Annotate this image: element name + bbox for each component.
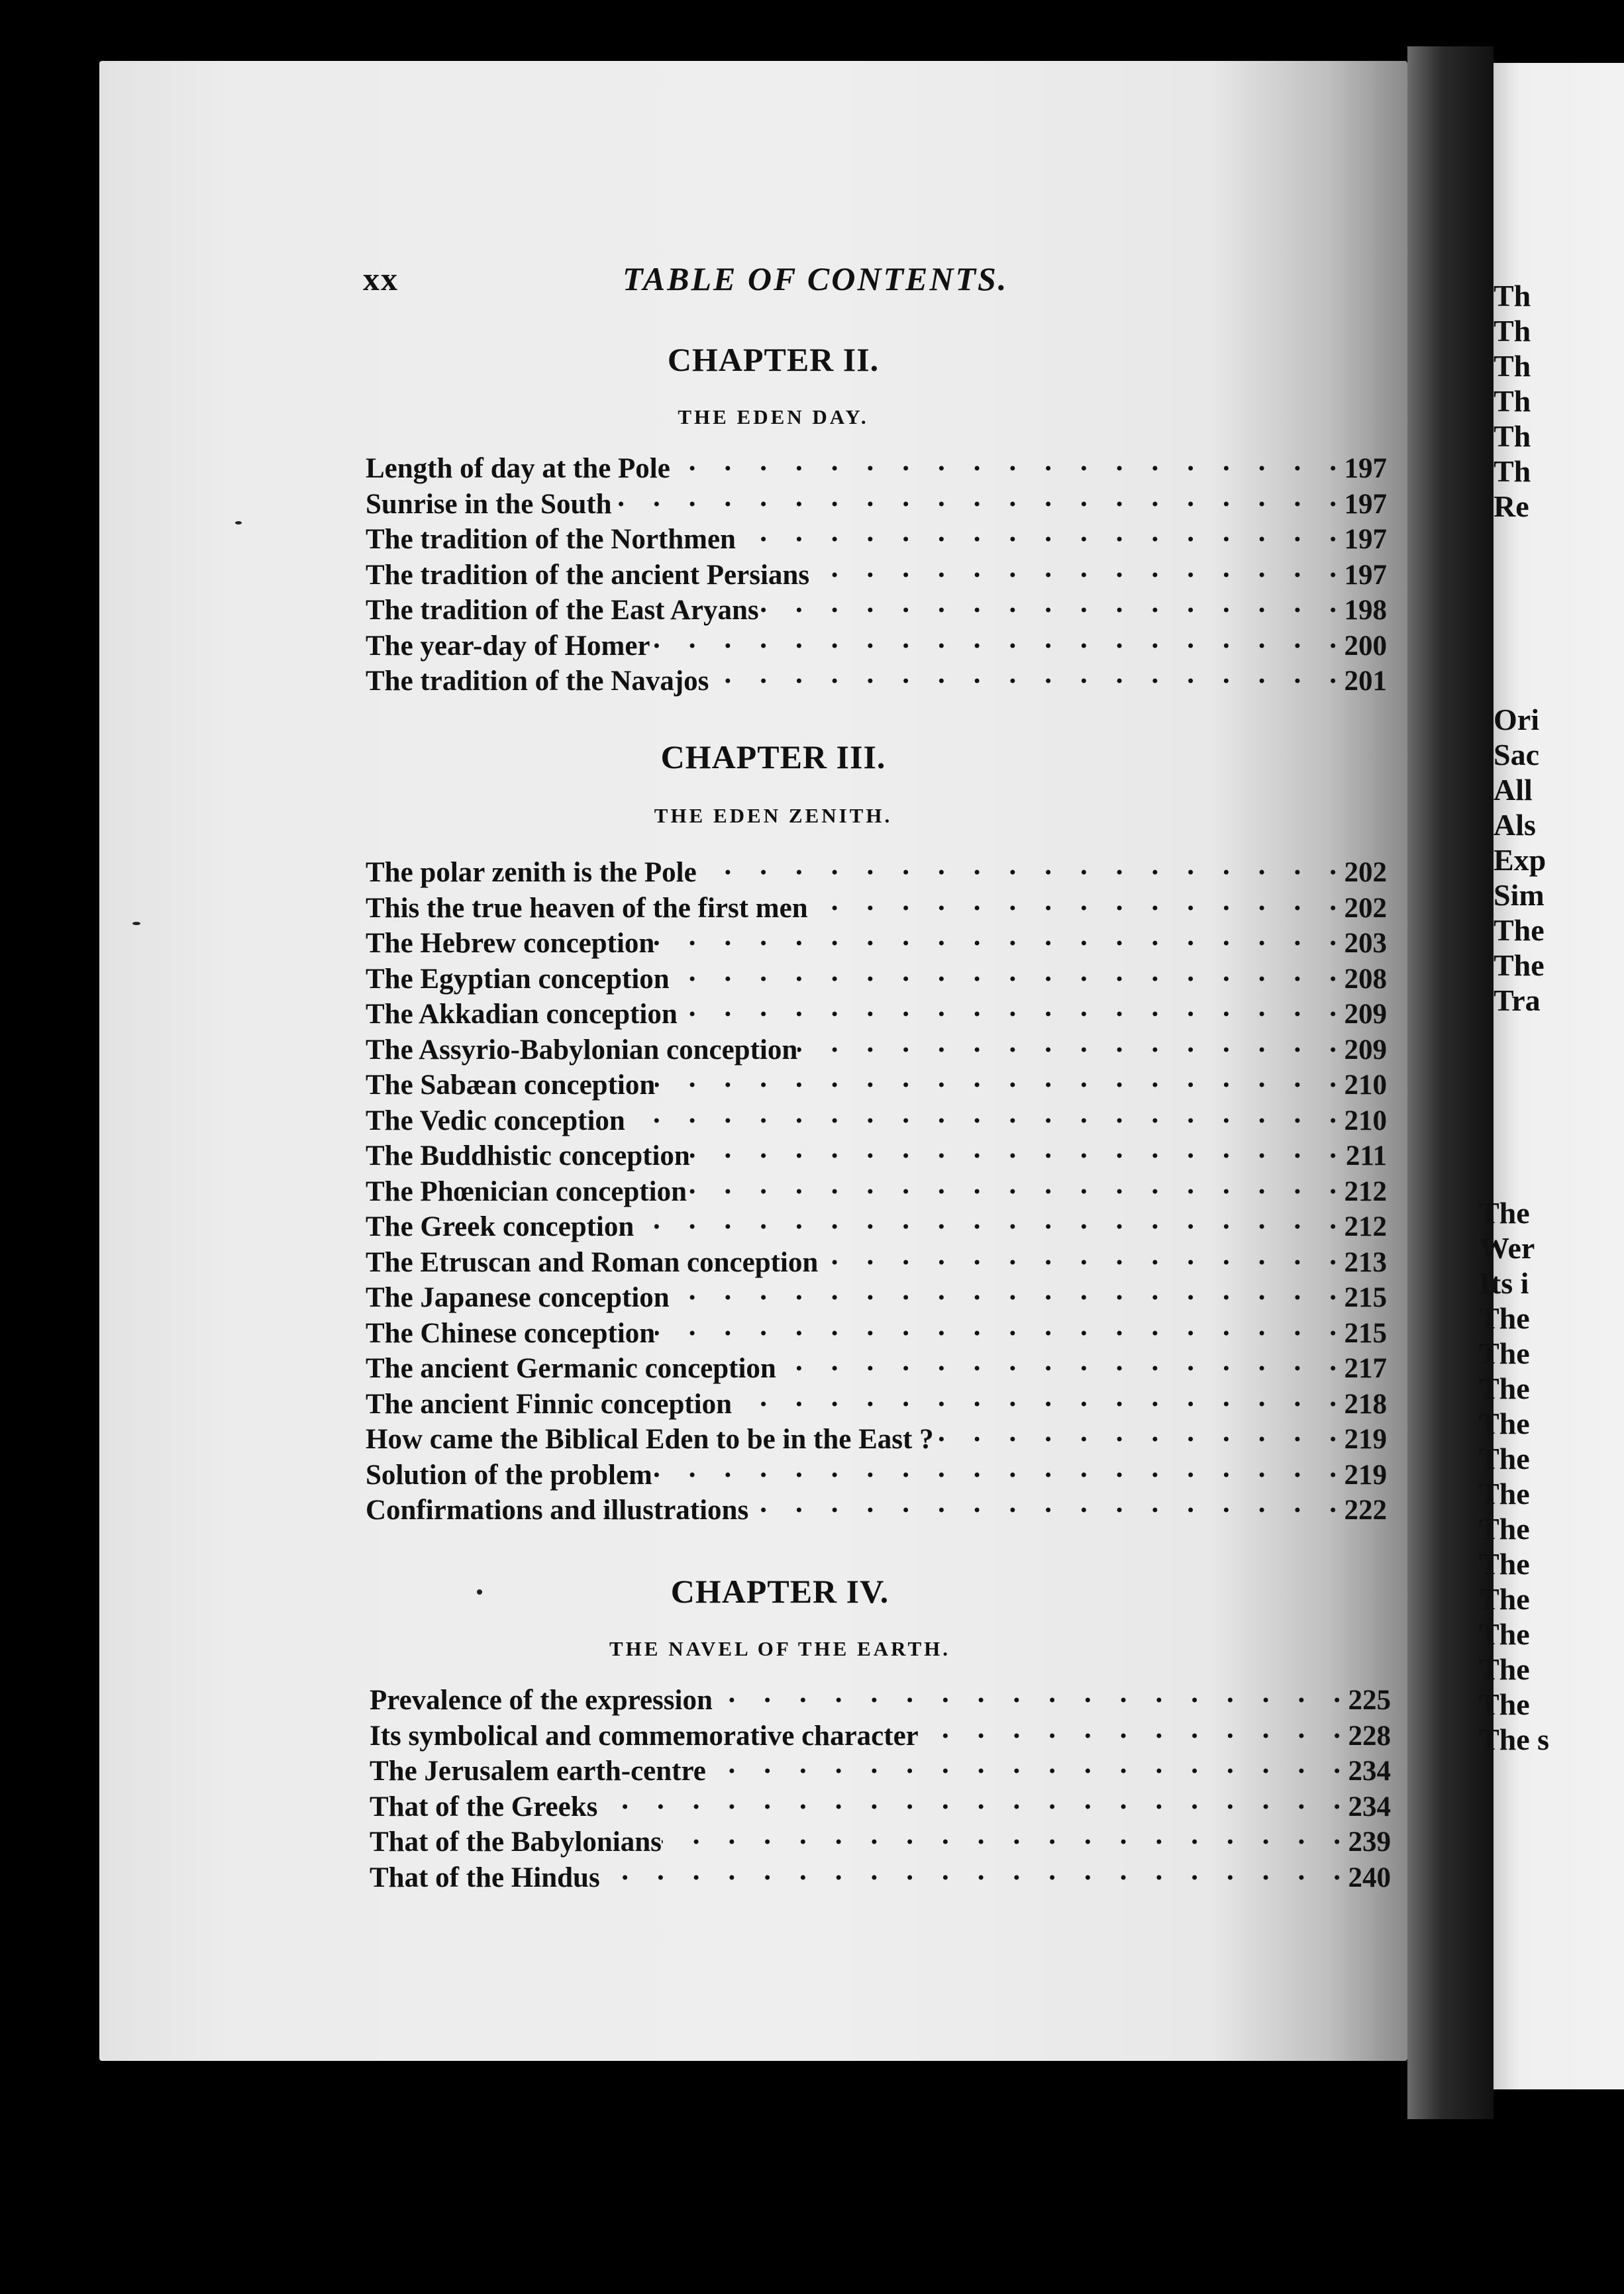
dot-leader	[797, 1026, 1341, 1059]
toc-entry[interactable]	[370, 1748, 1391, 1787]
facing-fragment: Tra	[1494, 983, 1541, 1017]
toc-entry-page: 240	[1348, 1862, 1391, 1893]
toc-entry-label: The Greek conception	[366, 1211, 634, 1242]
toc-entry-page: 225	[1348, 1685, 1391, 1716]
chapter-2-subtitle: THE EDEN DAY.	[678, 405, 869, 428]
toc-entry-page: 234	[1348, 1791, 1391, 1822]
toc-entry-label: The tradition of the Northmen	[366, 524, 736, 555]
book-gutter-shadow	[1407, 46, 1494, 2119]
toc-entry-page: 209	[1344, 1034, 1387, 1066]
toc-entry-label: Solution of the problem	[366, 1459, 652, 1491]
toc-entry[interactable]	[366, 658, 1387, 697]
toc-entry[interactable]	[366, 1132, 1387, 1172]
toc-entry[interactable]	[366, 552, 1387, 591]
dot-leader	[934, 1416, 1341, 1448]
toc-entry[interactable]	[366, 1345, 1387, 1384]
dot-leader	[612, 481, 1341, 513]
print-speck	[132, 922, 140, 925]
toc-entry-page: 228	[1348, 1720, 1391, 1752]
toc-entry-label: Its symbolical and commemorative character	[370, 1720, 919, 1752]
toc-entry-label: The year-day of Homer	[366, 630, 650, 662]
toc-entry-label: Confirmations and illustrations	[366, 1495, 749, 1526]
toc-entry-page: 203	[1344, 928, 1387, 959]
dot-leader	[670, 1274, 1341, 1307]
toc-entry-label: The Buddhistic conception	[366, 1140, 690, 1172]
toc-entry[interactable]	[366, 1203, 1387, 1242]
toc-entry-page: 200	[1344, 630, 1387, 662]
dot-leader	[662, 1819, 1345, 1851]
toc-entry[interactable]	[366, 1097, 1387, 1136]
toc-entry-label: That of the Greeks	[370, 1791, 598, 1822]
chapter-4-subtitle: THE NAVEL OF THE EARTH.	[609, 1637, 950, 1660]
toc-entry-label: The Etruscan and Roman conception	[366, 1246, 819, 1278]
facing-fragment: The	[1479, 1442, 1530, 1475]
facing-fragment: The	[1494, 913, 1545, 947]
toc-entry[interactable]	[366, 1062, 1387, 1101]
toc-entry-page: 197	[1344, 453, 1387, 484]
toc-entry-page: 201	[1344, 666, 1387, 697]
toc-entry[interactable]	[366, 1026, 1387, 1066]
dot-leader	[706, 1748, 1345, 1780]
print-speck	[235, 521, 242, 524]
toc-entry-page: 239	[1348, 1826, 1391, 1858]
toc-entry-label: The tradition of the Navajos	[366, 666, 709, 697]
facing-fragment: The	[1479, 1371, 1530, 1405]
toc-entry[interactable]	[366, 956, 1387, 995]
toc-entry-label: That of the Babylonians	[370, 1826, 662, 1858]
running-head-title: TABLE OF CONTENTS.	[623, 260, 1009, 297]
facing-fragment: The	[1479, 1336, 1530, 1370]
toc-entry[interactable]	[370, 1677, 1391, 1716]
toc-entry-label: The tradition of the East Aryans	[366, 595, 759, 626]
running-head	[99, 260, 1407, 306]
chapter-4-entries	[370, 1677, 1391, 1893]
facing-fragment: The	[1479, 1687, 1530, 1721]
dot-leader	[697, 849, 1341, 881]
facing-fragment: Th	[1494, 349, 1531, 383]
toc-entry-page: 219	[1344, 1459, 1387, 1491]
toc-entry[interactable]	[366, 991, 1387, 1030]
dot-leader	[652, 1452, 1341, 1484]
toc-entry-page: 212	[1344, 1211, 1387, 1242]
toc-entry-page: 197	[1344, 524, 1387, 555]
toc-entry-label: The Assyrio-Babylonian conception	[366, 1034, 798, 1066]
facing-fragment: Its i	[1479, 1266, 1529, 1300]
chapter-3-entries	[366, 849, 1387, 1526]
facing-fragment: Als	[1494, 808, 1536, 842]
facing-fragment: Sac	[1494, 738, 1539, 772]
facing-fragment: Th	[1494, 384, 1531, 418]
dot-leader	[678, 991, 1341, 1023]
facing-fragment: Wer	[1479, 1231, 1535, 1265]
toc-entry[interactable]	[366, 623, 1387, 662]
toc-entry-label: The Egyptian conception	[366, 963, 670, 995]
dot-leader	[687, 1168, 1341, 1201]
dot-leader	[654, 920, 1341, 952]
facing-fragment: Th	[1494, 314, 1531, 348]
toc-entry[interactable]	[366, 1416, 1387, 1455]
toc-entry[interactable]	[366, 587, 1387, 626]
toc-entry[interactable]	[366, 1381, 1387, 1420]
facing-fragment: The	[1479, 1477, 1530, 1511]
toc-entry-label: The tradition of the ancient Persians	[366, 559, 810, 591]
facing-fragment: The	[1494, 948, 1545, 982]
dot-leader	[709, 658, 1341, 690]
toc-entry[interactable]	[366, 481, 1387, 520]
toc-entry-label: This the true heaven of the first men	[366, 892, 808, 924]
toc-entry-page: 219	[1344, 1424, 1387, 1455]
toc-entry[interactable]	[366, 445, 1387, 484]
dot-leader	[670, 956, 1341, 988]
dot-leader	[808, 885, 1341, 917]
facing-fragment: The	[1479, 1582, 1530, 1616]
toc-entry-label: Sunrise in the South	[366, 488, 612, 520]
toc-entry-page: 208	[1344, 963, 1387, 995]
toc-entry-page: 215	[1344, 1317, 1387, 1349]
toc-entry[interactable]	[366, 1310, 1387, 1349]
toc-entry[interactable]	[366, 1274, 1387, 1313]
chapter-2-entries	[366, 445, 1387, 697]
facing-fragment: The	[1479, 1407, 1530, 1440]
toc-entry-page: 197	[1344, 559, 1387, 591]
dot-leader	[625, 1097, 1341, 1130]
toc-entry-page: 202	[1344, 857, 1387, 888]
toc-entry-label: Prevalence of the expression	[370, 1685, 713, 1716]
toc-entry-page: 209	[1344, 999, 1387, 1030]
toc-entry[interactable]	[366, 516, 1387, 555]
toc-entry-label: The Akkadian conception	[366, 999, 678, 1030]
toc-entry-page: 198	[1344, 595, 1387, 626]
chapter-3-subtitle: THE EDEN ZENITH.	[654, 804, 893, 827]
toc-entry-page: 222	[1344, 1495, 1387, 1526]
dot-leader	[748, 1487, 1341, 1519]
toc-entry-page: 197	[1344, 488, 1387, 520]
facing-fragment: The	[1479, 1652, 1530, 1686]
toc-entry[interactable]	[366, 920, 1387, 959]
toc-entry-page: 213	[1344, 1246, 1387, 1278]
facing-fragment: The	[1479, 1512, 1530, 1546]
dot-leader	[690, 1132, 1341, 1165]
dot-leader	[818, 1239, 1341, 1272]
page-number-folio: xx	[363, 260, 399, 297]
chapter-3-title: CHAPTER III.	[660, 738, 886, 775]
chapter-2-title: CHAPTER II.	[667, 341, 880, 378]
dot-leader	[655, 1062, 1341, 1094]
dot-leader	[919, 1713, 1345, 1745]
facing-fragment: Ori	[1494, 703, 1539, 736]
facing-fragment: The	[1479, 1196, 1530, 1230]
book-page-left	[99, 61, 1407, 2061]
toc-entry-label: The Sabæan conception	[366, 1070, 656, 1101]
toc-entry[interactable]	[370, 1819, 1391, 1858]
facing-fragment: Th	[1494, 419, 1531, 453]
toc-entry-label: The Vedic conception	[366, 1105, 625, 1136]
toc-entry[interactable]	[370, 1854, 1391, 1893]
facing-fragment: The	[1479, 1617, 1530, 1651]
book-page-right-edge	[1479, 63, 1624, 2089]
toc-entry-page: 217	[1344, 1353, 1387, 1384]
toc-entry[interactable]	[366, 885, 1387, 924]
toc-entry[interactable]	[366, 1452, 1387, 1491]
chapter-4-title: CHAPTER IV.	[670, 1573, 889, 1610]
toc-entry[interactable]	[366, 1239, 1387, 1278]
toc-entry-page: 212	[1344, 1175, 1387, 1207]
toc-entry[interactable]	[366, 849, 1387, 888]
toc-entry-label: How came the Biblical Eden to be in the East ?	[366, 1424, 934, 1455]
toc-entry-label: The polar zenith is the Pole	[366, 857, 697, 888]
toc-entry-page: 215	[1344, 1282, 1387, 1313]
toc-entry[interactable]	[370, 1783, 1391, 1822]
dot-leader	[776, 1345, 1341, 1377]
facing-fragment: The	[1479, 1301, 1530, 1335]
toc-entry-label: The Hebrew conception	[366, 928, 655, 959]
dot-leader	[597, 1783, 1345, 1816]
facing-fragment: Re	[1494, 489, 1529, 523]
toc-entry[interactable]	[366, 1487, 1387, 1526]
toc-entry[interactable]	[366, 1168, 1387, 1207]
dot-leader	[670, 445, 1341, 477]
dot-leader	[634, 1203, 1341, 1236]
dot-leader	[655, 1310, 1341, 1342]
toc-entry-label: The Phœnician conception	[366, 1175, 687, 1207]
facing-fragment: Th	[1494, 454, 1531, 488]
toc-entry-page: 210	[1344, 1070, 1387, 1101]
toc-entry-page: 211	[1345, 1140, 1387, 1172]
toc-entry-label: The Chinese conception	[366, 1317, 656, 1349]
dot-leader	[736, 516, 1341, 548]
toc-entry-label: Length of day at the Pole	[366, 453, 670, 484]
facing-fragment: The	[1479, 1547, 1530, 1581]
toc-entry[interactable]	[370, 1713, 1391, 1752]
toc-entry-label: The ancient Finnic conception	[366, 1388, 733, 1420]
facing-fragment: Th	[1494, 279, 1531, 313]
facing-fragment: Sim	[1494, 878, 1545, 912]
dot-leader	[732, 1381, 1341, 1413]
toc-entry-label: That of the Hindus	[370, 1862, 600, 1893]
toc-entry-page: 202	[1344, 892, 1387, 924]
facing-fragment: All	[1494, 773, 1533, 807]
toc-entry-page: 234	[1348, 1756, 1391, 1787]
dot-leader	[713, 1677, 1345, 1709]
toc-entry-label: The Japanese conception	[366, 1282, 670, 1313]
toc-entry-page: 218	[1344, 1388, 1387, 1420]
facing-fragment: The s	[1479, 1722, 1550, 1756]
facing-fragment: Exp	[1494, 843, 1547, 877]
toc-entry-label: The ancient Germanic conception	[366, 1353, 776, 1384]
dot-leader	[600, 1854, 1345, 1887]
dot-leader	[650, 623, 1341, 655]
dot-leader	[809, 552, 1341, 584]
toc-entry-label: The Jerusalem earth-centre	[370, 1756, 706, 1787]
toc-entry-page: 210	[1344, 1105, 1387, 1136]
dot-leader	[759, 587, 1341, 619]
